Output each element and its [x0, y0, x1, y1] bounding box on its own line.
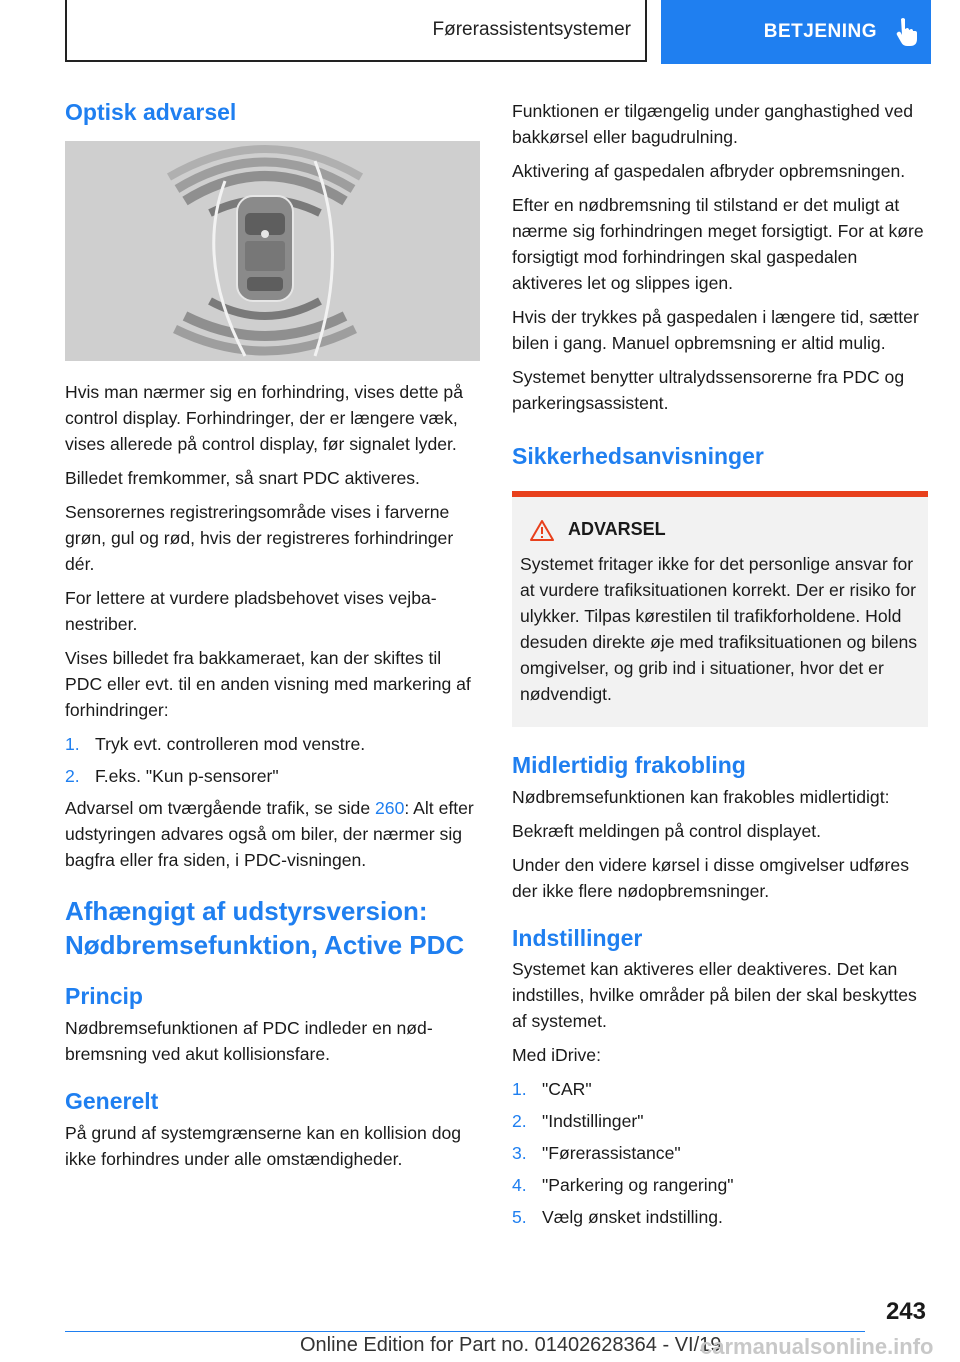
list-item — [512, 1140, 930, 1166]
paragraph: Hvis der trykkes på gaspedalen i længere tid, sætter bilen i gang. Manuel opbremsning er altid mulig. — [512, 307, 919, 353]
paragraph: Nødbremsefunktionen kan frakobles midlertidigt: — [512, 786, 890, 807]
paragraph: Nødbremsefunktionen af PDC indleder en nødbremsning ved akut kollisionsfare. — [65, 1018, 433, 1065]
cross-traffic-paragraph — [65, 795, 480, 873]
chapter-tab[interactable] — [661, 0, 931, 64]
princip-heading: Princip — [65, 983, 143, 1010]
paragraph: For lettere at vurdere pladsbehovet vises vejbanestriber. — [65, 587, 437, 634]
settings-heading: Indstillinger — [512, 924, 643, 951]
list-item — [512, 1172, 930, 1198]
list-item — [65, 763, 480, 789]
step-text: Vælg ønsket indstilling. — [542, 1207, 723, 1228]
safety-heading: Sikkerhedsanvisninger — [512, 443, 764, 469]
emergency-brake-heading: Afhængigt af udstyrsversion: Nødbremsefunktion, Active PDC — [65, 895, 465, 960]
paragraph: Systemet kan aktiveres eller deaktiveres. Det kan indstilles, hvilke områder på bilen der skal beskyttes af systemet. — [512, 959, 917, 1032]
step-text: "CAR" — [542, 1079, 592, 1100]
step-text: "Førerassistance" — [542, 1143, 681, 1164]
warning-triangle-icon — [530, 519, 554, 541]
paragraph: Sensorernes registreringsområde vises i farverne grøn, gul og rød, hvis der registreres forhindringer dér. — [65, 501, 454, 574]
step-text: F.eks. "Kun p-sensorer" — [95, 765, 279, 786]
list-item — [512, 1108, 930, 1134]
paragraph: På grund af systemgrænserne kan en kollision dog ikke forhindres under alle omstændigheder. — [65, 1122, 462, 1169]
pointing-hand-icon — [893, 17, 919, 47]
page-header — [65, 0, 931, 66]
warning-label: ADVARSEL — [568, 519, 666, 540]
warning-text: Systemet fritager ikke for det personlige ansvar for at vurdere trafiksituationen korrekt. Der er risiko for ulykker. Tilpas kørestilen til trafikforholdene. Hold desuden direkte øje med trafiksituationen og bilens omgivelser, og grib ind i situationer, hvor det er nødvendigt. — [520, 553, 918, 704]
step-number: 1. — [65, 733, 80, 754]
warning-box — [512, 491, 928, 727]
paragraph: Hvis man nærmer sig en forhindring, vises dette på control display. Forhindringer, der er længere væk, vises allerede på control display, før signalet lyder. — [65, 381, 463, 454]
step-number: 4. — [512, 1175, 527, 1196]
optical-warning-title: Optisk advarsel — [65, 99, 237, 125]
step-number: 2. — [65, 765, 80, 786]
watermark: carmanualsonline.info — [700, 1334, 934, 1359]
step-text: "Indstillinger" — [542, 1111, 644, 1132]
text-fragment: : Alt efter udstyringen advares også om biler, der nærmer sig bagfra eller fra siden, i PDC-visningen. — [65, 797, 474, 870]
page-number: 243 — [885, 1298, 926, 1325]
text-fragment: Advarsel om tværgående trafik, se side — [65, 797, 375, 818]
paragraph: Billedet fremkommer, så snart PDC aktiveres. — [65, 467, 420, 488]
page-reference-link[interactable]: 260 — [375, 797, 405, 818]
right-column — [512, 98, 930, 1236]
step-text: "Parkering og rangering" — [542, 1175, 734, 1196]
paragraph: Funktionen er tilgængelig under ganghastighed ved bakkørsel eller bagudrulning. — [512, 101, 914, 147]
chapter-label: BETJENING — [763, 21, 877, 42]
paragraph: Med iDrive: — [512, 1045, 601, 1066]
step-text: Tryk evt. controlleren mod venstre. — [95, 733, 366, 754]
step-number: 5. — [512, 1207, 527, 1228]
warning-header — [530, 519, 920, 541]
generelt-heading: Generelt — [65, 1088, 159, 1115]
paragraph: Aktivering af gaspedalen afbryder opbremsningen. — [512, 161, 906, 181]
paragraph: Systemet benytter ultralydssensorerne fra PDC og parkeringsassistent. — [512, 367, 905, 413]
list-item — [512, 1076, 930, 1102]
idrive-steps-list — [512, 1076, 930, 1230]
footer-divider — [65, 1331, 865, 1332]
list-item — [512, 1204, 930, 1230]
section-title: Førerassistentsystemer — [65, 0, 647, 62]
left-column — [65, 98, 480, 1180]
temporary-disable-heading: Midlertidig frakobling — [512, 751, 746, 778]
paragraph: Under den videre kørsel i disse omgivelser udføres der ikke flere nødopbremsninger. — [512, 854, 909, 901]
edition-text: Online Edition for Part no. 01402628364 - VI/19 — [300, 1334, 722, 1356]
step-number: 3. — [512, 1143, 527, 1164]
paragraph: Efter en nødbremsning til stilstand er det muligt at nærme sig forhindringen meget forsigtigt. For at køre forsigtigt mod forhindringen skal gaspedalen aktiveres let og slippes igen. — [512, 195, 924, 293]
list-item — [65, 731, 480, 757]
pdc-display-illustration — [65, 141, 480, 361]
camera-steps-list — [65, 731, 480, 789]
step-number: 2. — [512, 1111, 527, 1132]
paragraph: Vises billedet fra bakkameraet, kan der skiftes til PDC eller evt. til en anden visning med markering af forhindringer: — [65, 647, 471, 720]
step-number: 1. — [512, 1079, 527, 1100]
paragraph: Bekræft meldingen på control displayet. — [512, 820, 822, 841]
